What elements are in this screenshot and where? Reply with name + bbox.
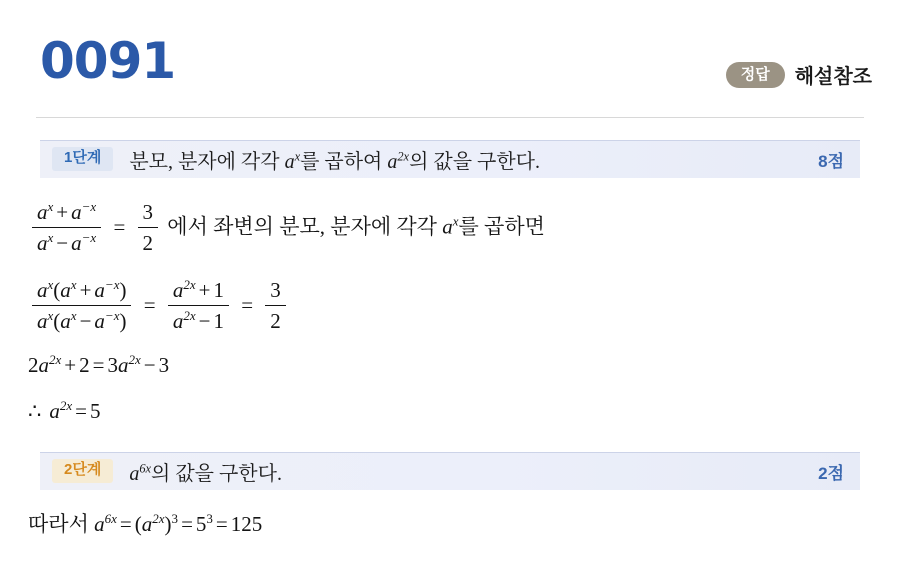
fraction-rhs-1: [138, 199, 159, 257]
step-1-chip: 1단계: [52, 147, 113, 171]
step-2-var-base: a: [129, 462, 140, 485]
math-line-2: [28, 278, 290, 336]
math-line-1: [28, 200, 545, 258]
answer-value: 해설참조: [794, 66, 872, 88]
line-1-var-base: a: [442, 214, 453, 239]
step-1-title-mid: 를 곱하여: [300, 150, 388, 173]
fraction-rhs-1-numerator: 3: [138, 199, 159, 228]
equals-sign-1: =: [113, 214, 126, 239]
problem-number: 0091: [40, 32, 176, 90]
answer-label-badge: 정답: [726, 62, 785, 88]
answer-area: [726, 60, 872, 89]
line-5-prefix: 따라서: [28, 512, 95, 536]
fraction-2b-denominator: $a^{2x} - 1$: [172, 308, 224, 334]
header-divider: [36, 117, 864, 118]
step-1-bar-topline: [40, 140, 860, 141]
step-2-bar-topline: [40, 452, 860, 453]
fraction-2c: [265, 277, 286, 335]
step-1-var2-exp: 2x: [397, 148, 410, 163]
step-1-var1-base: a: [284, 150, 295, 173]
line-1-var-exp: x: [452, 213, 459, 229]
step-2-var-exp: 6x: [139, 460, 152, 475]
step-1-points: 8점: [818, 151, 844, 171]
fraction-lhs-1-numerator: $a^x + a^{-x}$: [32, 199, 101, 228]
step-1-title: [129, 145, 540, 174]
fraction-2a-denominator: $a^x(a^x - a^{-x})$: [37, 308, 127, 334]
step-1-var1-exp: x: [294, 148, 301, 163]
equals-sign-2a: =: [143, 292, 156, 317]
step-2-chip: 2단계: [52, 459, 113, 483]
fraction-2a: [32, 277, 131, 335]
fraction-2c-numerator: 3: [265, 277, 286, 306]
step-2-points: 2점: [818, 463, 844, 483]
step-2-title: [129, 457, 282, 486]
fraction-2b-numerator: $a^{2x} + 1$: [168, 277, 229, 306]
fraction-2b: [168, 277, 229, 335]
line-1-text-end: 를 곱하면: [458, 214, 545, 239]
step-2-bar: [40, 452, 860, 490]
therefore-symbol: ∴: [28, 399, 42, 423]
fraction-rhs-1-denominator: 2: [142, 231, 154, 256]
math-line-5: 따라서 $a^{6x} = (a^{2x})^3 = 5^3 = 125$: [28, 511, 263, 536]
page-header: [0, 0, 900, 122]
fraction-2a-numerator: $a^x(a^x + a^{-x})$: [32, 277, 131, 306]
fraction-2c-denominator: 2: [270, 309, 281, 334]
equals-sign-2b: =: [241, 292, 254, 317]
step-1-bar: [40, 140, 860, 178]
step-1-title-pre: 분모, 분자에 각각: [129, 150, 285, 173]
math-line-3: $2a^{2x} + 2 = 3a^{2x} - 3$: [28, 352, 170, 377]
fraction-lhs-1: [32, 199, 101, 257]
math-line-4: ∴ $a^{2x} = 5$: [28, 398, 101, 423]
fraction-lhs-1-denominator: $a^x - a^{-x}$: [37, 230, 97, 256]
step-1-title-post: 의 값을 구한다.: [409, 150, 540, 173]
step-1-var2-base: a: [387, 150, 398, 173]
line-1-text: 에서 좌변의 분모, 분자에 각각: [167, 214, 443, 239]
step-2-title-post: 의 값을 구한다.: [151, 462, 282, 485]
